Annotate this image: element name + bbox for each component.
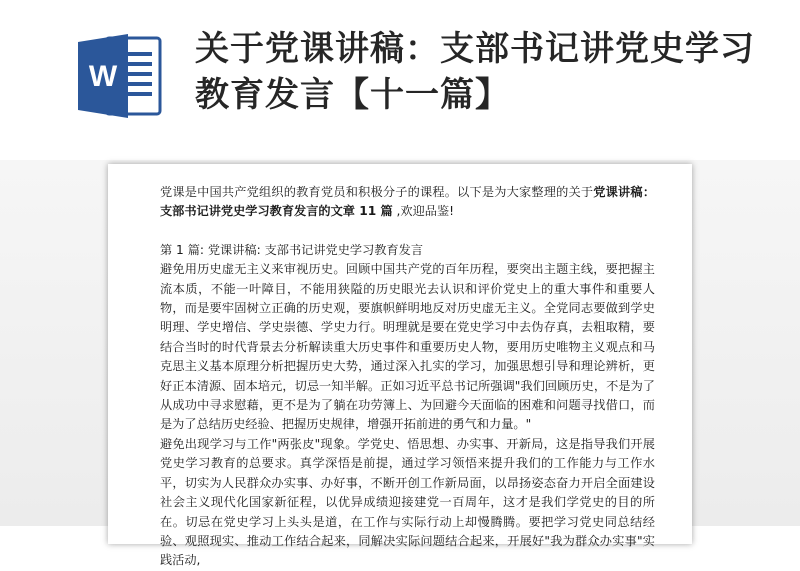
body-paragraph-2: 避免出现学习与工作"两张皮"现象。学党史、悟思想、办实事、开新局，这是指导我们开展党史学习教育的总要求。真学深悟是前提，通过学习领悟来提升我们的工作能力与工作水平，切实为人民群众办实事、办好事，不断开创工作新局面，以昂扬姿态奋力开启全面建设社会主义现代化国家新征程，以优异成绩迎接建党一百周年，这才是我们学党史的目的所在。切忌在党史学习上头头是道，在工作与实际行动上却慢腾腾。要把学习党史同总结经验、观照现实、推动工作结合起来，同解决实际问题结合起来，开展好"我为群众办实事"实践活动, <box>160 436 655 568</box>
document-body <box>160 183 655 571</box>
intro-paragraph <box>160 183 655 222</box>
intro-prefix: 党课是中国共产党组织的教育党员和积极分子的课程。以下是为大家整理的关于 <box>160 185 594 199</box>
intro-suffix: ,欢迎品鉴! <box>392 204 455 219</box>
section-heading: 第 1 篇: 党课讲稿: 支部书记讲党史学习教育发言 <box>160 242 424 257</box>
body-paragraph-1: 避免用历史虚无主义来审视历史。回顾中国共产党的百年历程，要突出主题主线，要把握主流本质，不能一叶障目，不能用狭隘的历史眼光去认识和评价党史上的重大事件和重要人物，而是要牢固树立正确的历史观，要旗帜鲜明地反对历史虚无主义。全党同志要做到学史明理、学史增信、学史崇德、学史力行。明理就是要在党史学习中去伪存真，去粗取精，要结合当时的时代背景去分析解读重大历史事件和重要历史人物，要用历史唯物主义观点和马克思主义基本原理分析把握历史大势，通过深入扎实的学习，加强思想引导和理论辨析，更好正本清源、固本培元，切忌一知半解。正如习近平总书记所强调"我们回顾历史，不是为了从成功中寻求慰藉，更不是为了躺在功劳簿上、为回避今天面临的困难和问题寻找借口，而是为了总结历史经验、把握历史规律，增强开拓前进的勇气和力量。" <box>160 262 655 432</box>
header <box>0 0 800 160</box>
page-title: 关于党课讲稿：支部书记讲党史学习教育发言【十一篇】 <box>195 29 755 115</box>
intro-bold-title: 党课讲稿：支部书记讲党史学习教育发言的文章 11 篇 <box>160 185 656 219</box>
word-document-icon <box>76 30 164 122</box>
word-icon-letter: W <box>88 60 118 93</box>
paragraph-spacer <box>160 222 655 241</box>
